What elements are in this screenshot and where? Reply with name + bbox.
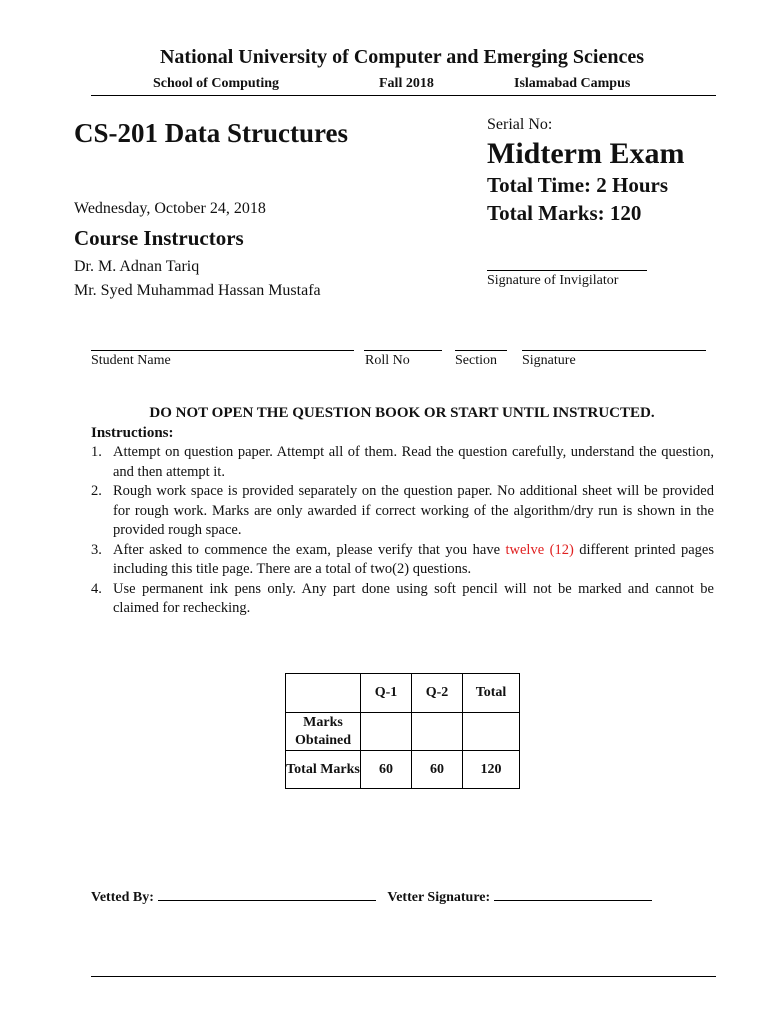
vetted-by-label: Vetted By: — [91, 890, 154, 905]
table-cell: 120 — [463, 751, 520, 789]
vetter-signature-label: Vetter Signature: — [387, 890, 491, 905]
student-name-line — [91, 350, 354, 351]
marks-input-cell — [361, 713, 412, 751]
table-cell: 60 — [412, 751, 463, 789]
instructions-list — [91, 443, 714, 619]
footer-divider — [91, 976, 716, 977]
instruction-number: 2. — [91, 483, 102, 499]
total-time: Total Time: 2 Hours — [487, 173, 669, 197]
table-row — [286, 751, 520, 789]
student-name-label: Student Name — [91, 353, 171, 368]
row-label-cell: Total Marks — [286, 751, 361, 789]
table-header-cell: Q-2 — [412, 674, 463, 713]
page-count-highlight: twelve (12) — [505, 541, 574, 558]
invigilator-signature-line — [487, 270, 647, 271]
instruction-text: Use permanent ink pens only. Any part done using soft pencil will not be marked and cannot be claimed for rechecking. — [113, 580, 714, 616]
instructions-heading: Instructions: — [91, 425, 174, 441]
vetter-signature-line — [494, 900, 652, 901]
instruction-item — [91, 482, 714, 541]
row-label-cell: Marks Obtained — [286, 713, 361, 751]
school-name: School of Computing — [153, 76, 280, 91]
instructors-heading: Course Instructors — [74, 226, 244, 250]
instruction-text: Attempt on question paper. Attempt all of them. Read the question carefully, understand the question, and then attempt it. — [113, 444, 714, 480]
vetting-row — [91, 890, 652, 906]
marks-input-cell — [412, 713, 463, 751]
invigilator-signature-label: Signature of Invigilator — [487, 273, 619, 288]
marks-table — [285, 673, 520, 789]
exam-title: Midterm Exam — [487, 137, 685, 170]
instructor-name: Mr. Syed Muhammad Hassan Mustafa — [74, 282, 321, 299]
total-marks: Total Marks: 120 — [487, 201, 642, 225]
marks-input-cell — [463, 713, 520, 751]
signature-label: Signature — [522, 353, 576, 368]
roll-no-label: Roll No — [365, 353, 410, 368]
instruction-item — [91, 443, 714, 482]
roll-no-line — [364, 350, 442, 351]
table-header-cell — [286, 674, 361, 713]
instruction-item — [91, 541, 714, 580]
vetted-by-line — [158, 900, 376, 901]
university-name: National University of Computer and Emerging Sciences — [159, 46, 645, 68]
instructor-name: Dr. M. Adnan Tariq — [74, 258, 200, 275]
instruction-item — [91, 580, 714, 619]
course-title: CS-201 Data Structures — [74, 118, 348, 148]
table-cell: 60 — [361, 751, 412, 789]
section-line — [455, 350, 507, 351]
serial-label: Serial No: — [487, 116, 553, 133]
instruction-number: 3. — [91, 541, 102, 558]
table-row — [286, 713, 520, 751]
section-label: Section — [455, 353, 497, 368]
warning-text: DO NOT OPEN THE QUESTION BOOK OR START UNTIL INSTRUCTED. — [149, 405, 655, 421]
term: Fall 2018 — [379, 76, 434, 91]
table-header-cell: Q-1 — [361, 674, 412, 713]
exam-date: Wednesday, October 24, 2018 — [74, 200, 266, 217]
instruction-text: Rough work space is provided separately on the question paper. No additional sheet will be provided for rough work. Marks are only awarded if correct working of the algorithm/dry run is shown in the provided rough space. — [113, 483, 714, 538]
campus: Islamabad Campus — [514, 76, 631, 91]
table-header-cell: Total — [463, 674, 520, 713]
table-header-row — [286, 674, 520, 713]
instruction-text: After asked to commence the exam, please verify that you have twelve (12) different printed pages including this title page. There are a total of two(2) questions. — [113, 541, 714, 577]
instruction-number: 4. — [91, 580, 102, 597]
signature-line — [522, 350, 706, 351]
header-divider — [91, 95, 716, 96]
instruction-number: 1. — [91, 444, 102, 460]
